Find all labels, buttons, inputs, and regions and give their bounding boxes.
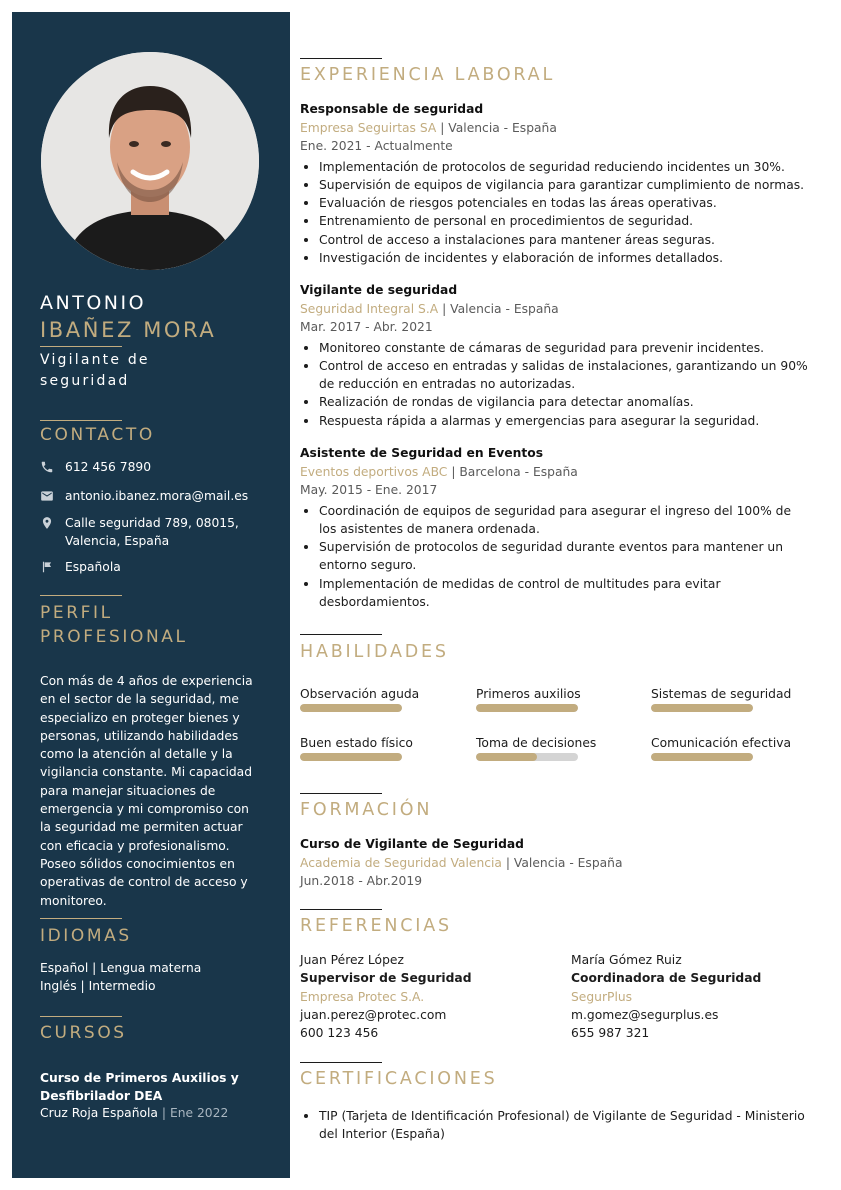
job-company: Empresa Seguirtas SA bbox=[300, 120, 437, 135]
address-line-2: Valencia, España bbox=[65, 534, 170, 548]
reference-phone: 600 123 456 bbox=[300, 1026, 379, 1041]
reference-card bbox=[571, 951, 811, 1042]
job-entry bbox=[300, 100, 810, 267]
education-title: Curso de Vigilante de Seguridad bbox=[300, 837, 524, 851]
course-meta bbox=[40, 1106, 228, 1120]
avatar-illustration bbox=[41, 52, 259, 270]
skill-bar bbox=[476, 753, 578, 761]
contact-divider bbox=[40, 420, 122, 421]
mail-icon bbox=[40, 489, 54, 503]
course-title: Curso de Primeros Auxilios y Desfibrilador DEA bbox=[40, 1071, 239, 1104]
email-text: antonio.ibanez.mora@mail.es bbox=[65, 489, 249, 503]
reference-name: María Gómez Ruiz bbox=[571, 953, 682, 967]
profile-heading-line-2: PROFESIONAL bbox=[40, 627, 188, 647]
first-name: ANTONIO bbox=[40, 292, 147, 314]
experience-divider bbox=[300, 58, 382, 59]
education-entry bbox=[300, 835, 623, 891]
job-location: | Valencia - España bbox=[438, 301, 559, 316]
job-company: Seguridad Integral S.A bbox=[300, 301, 439, 316]
skill-bar bbox=[651, 753, 753, 761]
education-divider bbox=[300, 793, 382, 794]
reference-role: Coordinadora de Seguridad bbox=[571, 971, 762, 986]
skills-divider bbox=[300, 634, 382, 635]
job-bullet: Monitoreo constante de cámaras de seguridad para prevenir incidentes. bbox=[300, 339, 810, 357]
name-divider bbox=[40, 346, 122, 347]
language-item: Inglés | Intermedio bbox=[40, 979, 156, 993]
job-company: Eventos deportivos ABC bbox=[300, 464, 448, 479]
reference-phone: 655 987 321 bbox=[571, 1026, 650, 1041]
job-bullet: Supervisión de equipos de vigilancia para garantizar cumplimiento de normas. bbox=[300, 176, 810, 194]
profile-summary: Con más de 4 años de experiencia en el sector de la seguridad, me especializo en proteger bienes y personas, utilizando habilidades como la atención al detalle y la vigilancia constante. Mi capacidad para manejar situaciones de emergencia y mi compromiso con la seguridad me permiten actuar con eficacia y profesionalismo. Poseo sólidos conocimientos en operativas de control de acceso y monitoreo. bbox=[40, 674, 253, 908]
contact-heading: CONTACTO bbox=[40, 425, 155, 445]
job-bullet: Coordinación de equipos de seguridad para asegurar el ingreso del 100% de los asistentes de manera ordenada. bbox=[300, 502, 810, 539]
skill-bar-fill bbox=[651, 704, 753, 712]
contact-address bbox=[40, 514, 239, 550]
profile-divider bbox=[40, 595, 122, 596]
job-bullet: Realización de rondas de vigilancia para detectar anomalías. bbox=[300, 393, 810, 411]
course-separator: | bbox=[157, 1106, 170, 1120]
skill-name: Comunicación efectiva bbox=[651, 736, 792, 750]
job-bullet: Control de acceso en entradas y salidas de instalaciones, garantizando un 90% de reducción en entradas no autorizadas. bbox=[300, 357, 810, 394]
flag-icon bbox=[40, 560, 54, 574]
skill-item bbox=[300, 736, 460, 761]
skill-bar-fill bbox=[300, 753, 402, 761]
job-title: Asistente de Seguridad en Eventos bbox=[300, 446, 544, 460]
job-bullet: Control de acceso a instalaciones para mantener áreas seguras. bbox=[300, 231, 810, 249]
job-entry bbox=[300, 281, 810, 430]
education-institution: Academia de Seguridad Valencia bbox=[300, 855, 502, 870]
reference-email: m.gomez@segurplus.es bbox=[571, 1007, 719, 1022]
location-pin-icon bbox=[40, 516, 54, 530]
job-bullet: Implementación de protocolos de seguridad reduciendo incidentes un 30%. bbox=[300, 158, 810, 176]
skill-name: Toma de decisiones bbox=[476, 736, 597, 750]
skill-bar-fill bbox=[300, 704, 402, 712]
skill-item bbox=[300, 687, 460, 712]
reference-card bbox=[300, 951, 540, 1042]
sidebar bbox=[12, 12, 290, 1178]
job-dates: May. 2015 - Ene. 2017 bbox=[300, 483, 438, 497]
skill-name: Observación aguda bbox=[300, 687, 420, 701]
job-location: | Barcelona - España bbox=[447, 464, 578, 479]
language-item: Español | Lengua materna bbox=[40, 961, 202, 975]
job-bullet: Entrenamiento de personal en procedimientos de seguridad. bbox=[300, 212, 810, 230]
courses-divider bbox=[40, 1016, 122, 1017]
certification-item: TIP (Tarjeta de Identificación Profesional) de Vigilante de Seguridad - Ministerio del Interior (España) bbox=[300, 1107, 810, 1144]
job-dates: Ene. 2021 - Actualmente bbox=[300, 139, 453, 153]
skill-bar bbox=[300, 753, 402, 761]
skill-bar bbox=[651, 704, 753, 712]
job-bullet: Supervisión de protocolos de seguridad durante eventos para mantener un entorno seguro. bbox=[300, 538, 810, 575]
job-bullet: Evaluación de riesgos potenciales en todas las áreas operativas. bbox=[300, 194, 810, 212]
skill-bar bbox=[300, 704, 402, 712]
reference-company: SegurPlus bbox=[571, 989, 633, 1004]
phone-icon bbox=[40, 460, 54, 474]
profile-heading-line-1: PERFIL bbox=[40, 603, 113, 623]
job-bullets bbox=[300, 158, 810, 268]
skill-bar-fill bbox=[651, 753, 753, 761]
contact-nationality bbox=[40, 558, 121, 576]
last-name: IBAÑEZ MORA bbox=[40, 318, 217, 342]
profile-photo bbox=[41, 52, 259, 270]
skill-item bbox=[476, 736, 636, 761]
languages-heading: IDIOMAS bbox=[40, 926, 132, 946]
address-text bbox=[65, 514, 239, 550]
certifications-list bbox=[300, 1107, 810, 1144]
courses-heading: CURSOS bbox=[40, 1023, 127, 1043]
references-divider bbox=[300, 909, 382, 910]
job-bullet: Respuesta rápida a alarmas y emergencias para asegurar la seguridad. bbox=[300, 412, 810, 430]
job-bullet: Investigación de incidentes y elaboración de informes detallados. bbox=[300, 249, 810, 267]
job-bullet: Implementación de medidas de control de multitudes para evitar desbordamientos. bbox=[300, 575, 810, 612]
education-dates: Jun.2018 - Abr.2019 bbox=[300, 874, 423, 888]
job-company-line bbox=[300, 463, 810, 482]
course-date: Ene 2022 bbox=[169, 1106, 229, 1120]
skill-bar-fill bbox=[476, 704, 578, 712]
references-heading: REFERENCIAS bbox=[300, 916, 452, 936]
contact-email bbox=[40, 487, 248, 505]
education-heading: FORMACIÓN bbox=[300, 800, 433, 820]
skill-bar-fill bbox=[476, 753, 537, 761]
skill-name: Buen estado físico bbox=[300, 736, 413, 750]
job-location: | Valencia - España bbox=[436, 120, 557, 135]
certifications-heading: CERTIFICACIONES bbox=[300, 1069, 498, 1089]
reference-email: juan.perez@protec.com bbox=[300, 1007, 447, 1022]
job-title: Responsable de seguridad bbox=[300, 102, 484, 116]
reference-name: Juan Pérez López bbox=[300, 953, 404, 967]
skill-name: Primeros auxilios bbox=[476, 687, 581, 701]
reference-company: Empresa Protec S.A. bbox=[300, 989, 425, 1004]
contact-phone bbox=[40, 458, 151, 476]
education-institution-line bbox=[300, 854, 623, 873]
experience-heading: EXPERIENCIA LABORAL bbox=[300, 65, 556, 85]
job-title: Vigilante de seguridad bbox=[300, 283, 458, 297]
job-title: Vigilante de seguridad bbox=[40, 352, 150, 389]
skill-item bbox=[476, 687, 636, 712]
job-company-line bbox=[300, 119, 810, 138]
job-bullets bbox=[300, 502, 810, 612]
skill-item bbox=[651, 736, 811, 761]
education-location: | Valencia - España bbox=[501, 855, 623, 870]
phone-text: 612 456 7890 bbox=[65, 460, 152, 474]
certifications-divider bbox=[300, 1062, 382, 1063]
skills-heading: HABILIDADES bbox=[300, 642, 449, 662]
skill-bar bbox=[476, 704, 578, 712]
skill-name: Sistemas de seguridad bbox=[651, 687, 792, 701]
job-company-line bbox=[300, 300, 810, 319]
course-institution: Cruz Roja Española bbox=[40, 1106, 158, 1120]
job-entry bbox=[300, 444, 810, 611]
reference-role: Supervisor de Seguridad bbox=[300, 971, 472, 986]
skill-item bbox=[651, 687, 811, 712]
address-line-1: Calle seguridad 789, 08015, bbox=[65, 516, 239, 530]
job-bullets bbox=[300, 339, 810, 430]
languages-divider bbox=[40, 918, 122, 919]
nationality-text: Española bbox=[65, 560, 121, 574]
job-dates: Mar. 2017 - Abr. 2021 bbox=[300, 320, 433, 334]
